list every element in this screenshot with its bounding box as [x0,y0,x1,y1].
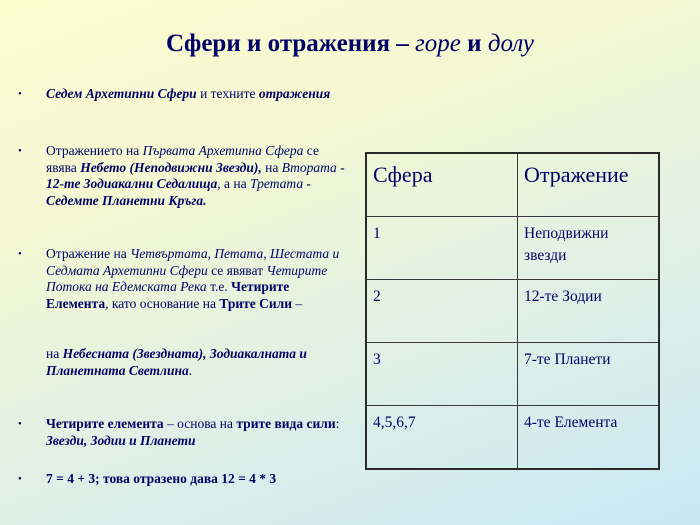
bullet-4-seg-1: Четирите елемента [46,416,164,431]
bullet-text-3 [46,246,351,312]
table-header-sphere: Сфера [366,153,518,217]
bullet-1-seg-1: Седем Архетипни Сфери [46,86,197,101]
title-part-2: горе [415,30,461,57]
bullet-2-seg-1: Отражението на [46,143,143,158]
bullet-3-seg-4: Четирите Потока на Едемската Река [46,262,328,294]
bullet-2-seg-5: на [261,159,282,175]
bullet-3-cont-seg-1: на [46,346,63,361]
bullet-3-seg-2: Четвъртата, Петата, Шестата и Седмата Архетипни Сфери [46,246,340,278]
table-cell-reflection: Неподвижни звезди [518,217,660,280]
bullet-2-seg-10: - Седемте Планетни Кръга. [46,176,311,208]
table-cell-reflection: 7-те Планети [518,343,660,406]
bullet-3-seg-6: Четирите Елемента [46,279,290,311]
bullet-3-cont-seg-3: . [188,362,193,378]
title-part-4: долу [487,30,535,57]
bullet-4-seg-2: – основа на [163,416,237,431]
spheres-table [365,152,660,470]
bullet-2-seg-2: Първата Архетипна Сфера [142,143,304,158]
slide-title [0,30,700,58]
bullet-4-seg-5: : [335,416,340,431]
bullet-1-seg-3: отражения [258,86,331,101]
bullet-marker: • [18,145,22,157]
bullet-3-seg-5: т.е. [206,279,232,294]
bullet-1-seg-2: и техните [196,86,259,101]
table-cell-reflection: 4-те Елемента [518,406,660,470]
table-cell-sphere: 1 [366,217,518,280]
table-row [366,217,659,280]
table-cell-reflection: 12-те Зодии [518,280,660,343]
bullet-3-cont-seg-2: Небесната (Звездната), Зодиакалната и Планетната Светлина [46,346,307,378]
table-header-reflection: Отражение [518,153,660,217]
bullet-4-seg-3: трите [236,416,272,431]
bullet-2-seg-3: се явява [46,143,319,175]
table-row [366,280,659,343]
bullet-3-seg-7: , като основание на [105,295,220,311]
bullet-marker: • [18,248,22,260]
bullet-4-seg-4: вида сили [271,416,336,431]
bullet-3-seg-9: – [292,295,303,311]
bullet-marker: • [18,418,22,430]
table-cell-sphere: 3 [366,343,518,406]
bullet-text-5 [46,471,351,488]
table-row [366,406,659,470]
bullet-3-seg-1: Отражение на [46,246,131,261]
title-part-3: и [460,30,488,57]
title-part-1: Сфери и отражения – [165,30,416,57]
table-cell-sphere: 2 [366,280,518,343]
bullet-text-2 [46,143,351,209]
bullet-4-seg-6: Звезди, Зодии и Планети [46,432,196,448]
table-cell-sphere: 4,5,6,7 [366,406,518,470]
bullet-2-seg-4: Небето (Неподвижни Звезди), [80,159,262,175]
bullet-3-seg-3: се явяват [207,262,267,278]
bullet-3-seg-8: Трите Сили [219,295,292,311]
bullet-2-seg-6: Втората [281,159,337,175]
bullet-2-seg-8: , а на [217,176,250,191]
bullet-2-seg-9: Третата [250,176,304,191]
bullet-2-seg-7: - 12-те Зодиакални Седалища [46,159,345,191]
bullet-text-1 [46,86,351,103]
bullet-marker: • [18,473,22,485]
table-header-row [366,153,659,217]
bullet-text-4 [46,416,351,449]
table-row [366,343,659,406]
bullet-marker: • [18,88,22,100]
bullet-text-3-continuation [46,346,351,379]
bullet-5-seg-1: 7 = 4 + 3; това отразено дава 12 = 4 * 3 [46,471,277,486]
